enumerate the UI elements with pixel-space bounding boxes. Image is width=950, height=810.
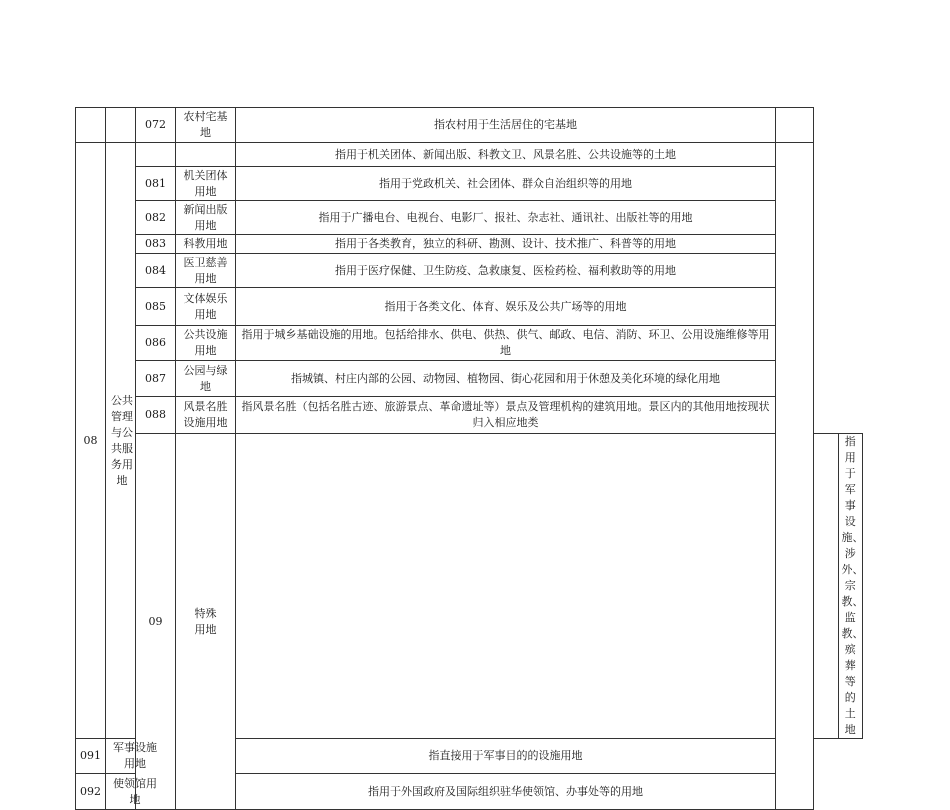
code-cell: 087	[136, 361, 176, 397]
empty-cell	[236, 434, 776, 739]
category-code-cell: 09	[136, 434, 176, 810]
category-code-cell: 08	[76, 143, 106, 739]
code-cell: 085	[136, 288, 176, 326]
description-cell: 指用于党政机关、社会团体、群众自治组织等的用地	[236, 167, 776, 201]
code-cell: 084	[136, 254, 176, 288]
category-name-cell	[106, 143, 136, 739]
name-cell	[176, 288, 236, 326]
table-row	[76, 235, 863, 254]
description-cell: 指用于医疗保健、卫生防疫、急救康复、医检药检、福利救助等的用地	[236, 254, 776, 288]
table-row	[76, 288, 863, 326]
empty-cell	[76, 108, 106, 143]
name-cell	[176, 108, 236, 143]
name-text: 医卫慈善用地	[183, 255, 228, 285]
name-text: 新闻出版用地	[183, 202, 228, 232]
name-cell	[176, 361, 236, 397]
table-row	[76, 108, 863, 143]
name-cell	[176, 167, 236, 201]
name-text: 农村宅基地	[183, 110, 228, 139]
category-name-text: 特殊用地	[194, 606, 217, 636]
table-row	[76, 201, 863, 235]
name-cell	[176, 201, 236, 235]
land-use-classification-table	[75, 107, 863, 810]
empty-cell	[136, 143, 176, 167]
description-cell: 指用于外国政府及国际组织驻华使领馆、办事处等的用地	[236, 774, 776, 810]
empty-cell	[776, 108, 814, 143]
description-cell: 指用于各类教育，独立的科研、勘测、设计、技术推广、科普等的用地	[236, 235, 776, 254]
name-cell	[176, 235, 236, 254]
code-cell: 088	[136, 397, 176, 434]
name-text: 使领馆用地	[113, 776, 157, 806]
description-cell: 指农村用于生活居住的宅基地	[236, 108, 776, 143]
name-cell	[106, 774, 157, 810]
description-cell: 指用于军事设施、涉外、宗教、监教、殡葬等的土地	[838, 434, 863, 739]
name-cell	[176, 326, 236, 361]
table-row	[76, 361, 863, 397]
code-cell: 072	[136, 108, 176, 143]
name-text: 风景名胜设施用地	[183, 400, 228, 429]
table-row	[76, 326, 863, 361]
name-cell	[176, 254, 236, 288]
name-text: 机关团体用地	[183, 168, 228, 198]
table-row	[76, 397, 863, 434]
name-text: 科教用地	[183, 237, 228, 250]
table-row	[76, 167, 863, 201]
description-cell: 指用于机关团体、新闻出版、科教文卫、风景名胜、公共设施等的土地	[236, 143, 776, 167]
code-cell: 092	[76, 774, 106, 810]
empty-cell	[776, 143, 814, 810]
code-cell: 081	[136, 167, 176, 201]
description-cell: 指直接用于军事目的的设施用地	[236, 739, 776, 774]
code-cell: 083	[136, 235, 176, 254]
table-row	[76, 254, 863, 288]
name-cell	[106, 739, 157, 774]
table-row	[76, 143, 863, 167]
category-name-text: 公共管理与公共服务用地	[111, 393, 133, 487]
code-cell: 082	[136, 201, 176, 235]
name-text: 公共设施用地	[183, 328, 228, 357]
name-text: 公园与绿地	[183, 363, 228, 393]
category-name-cell	[176, 434, 236, 810]
description-cell: 指用于各类文化、体育、娱乐及公共广场等的用地	[236, 288, 776, 326]
empty-cell	[106, 108, 136, 143]
description-cell: 指风景名胜（包括名胜古迹、旅游景点、革命遗址等）景点及管理机构的建筑用地。景区内的其他用地按现状归入相应地类	[236, 397, 776, 434]
description-cell: 指用于城乡基础设施的用地。包括给排水、供电、供热、供气、邮政、电信、消防、环卫、公用设施维修等用地	[236, 326, 776, 361]
table-row	[76, 434, 863, 739]
empty-cell	[176, 143, 236, 167]
name-text: 军事设施用地	[113, 741, 157, 770]
empty-cell	[814, 434, 839, 739]
name-text: 文体娱乐用地	[183, 291, 228, 321]
description-cell: 指用于广播电台、电视台、电影厂、报社、杂志社、通讯社、出版社等的用地	[236, 201, 776, 235]
name-cell	[176, 397, 236, 434]
code-cell: 086	[136, 326, 176, 361]
description-cell: 指城镇、村庄内部的公园、动物园、植物园、街心花园和用于休憩及美化环境的绿化用地	[236, 361, 776, 397]
code-cell: 091	[76, 739, 106, 774]
